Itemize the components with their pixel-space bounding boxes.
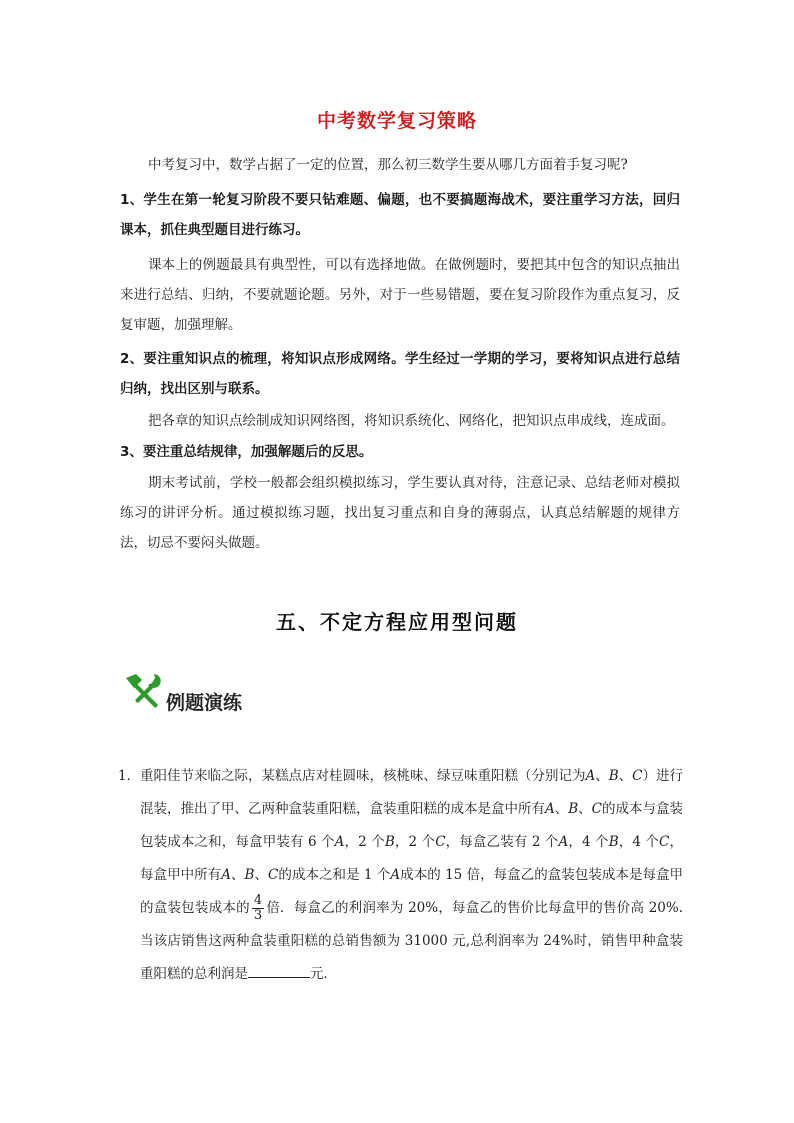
problem-text-segment: 元． <box>310 966 337 982</box>
var-a: A <box>545 801 555 817</box>
tools-icon <box>122 672 168 718</box>
separator: 、 <box>595 768 609 784</box>
point-2-body: 把各章的知识点绘制成知识网络图，将知识系统化、网络化，把知识点串成线，连成面。 <box>148 413 675 429</box>
separator: 、 <box>618 768 633 784</box>
var-a: A <box>390 867 401 883</box>
separator: 、 <box>254 867 269 883</box>
var-a: A <box>585 768 596 784</box>
var-c: C <box>659 834 670 850</box>
var-c: C <box>435 834 446 850</box>
fraction-numerator: 4 <box>253 893 263 908</box>
separator: 、 <box>578 801 592 817</box>
separator: 、 <box>554 801 569 817</box>
example-badge <box>122 670 272 720</box>
answer-blank[interactable] <box>248 963 310 978</box>
problem-text <box>140 760 683 991</box>
var-b: B <box>608 768 619 784</box>
section-heading: 五、不定方程应用型问题 <box>276 610 518 634</box>
fraction-four-thirds <box>252 894 264 923</box>
var-b: B <box>244 867 255 883</box>
point-1-body: 课本上的例题最具有典型性，可以有选择地做。在做例题时，要把其中包含的知识点抽出来进行总结、归纳，不要就题论题。另外，对于一些易错题，要在复习阶段作为重点复习，反复审题，加强理解。 <box>120 257 680 333</box>
problem-number: 1． <box>118 768 141 784</box>
fraction-denominator: 3 <box>253 908 263 923</box>
problem-text-segment: ，4 个 <box>618 834 660 850</box>
problem-text-segment: ，4 个 <box>568 834 609 850</box>
separator: 、 <box>230 867 245 883</box>
var-c: C <box>632 768 643 784</box>
intro-paragraph: 中考复习中，数学占据了一定的位置，那么初三数学生要从哪几方面着手复习呢? <box>148 157 628 173</box>
point-2-heading: 2、要注重知识点的梳理，将知识点形成网络。学生经过一学期的学习，要将知识点进行总结归纳，找出区别与联系。 <box>120 351 680 397</box>
var-c: C <box>268 867 279 883</box>
problem-text-segment: ，每盒乙装有 2 个 <box>445 834 559 850</box>
point-1-heading: 1、学生在第一轮复习阶段不要只钻难题、偏题，也不要搞题海战术，要注重学习方法，回归课本，抓住典型题目进行练习。 <box>120 192 680 238</box>
problem-text-segment: 成本的 15 倍，每盒乙的盒装包装成本是每盒甲的盒装包装成本的 <box>140 867 684 916</box>
var-b: B <box>384 834 395 850</box>
var-c: C <box>591 801 603 817</box>
var-b: B <box>568 801 579 817</box>
problem-text-segment: ，2 个 <box>344 834 385 850</box>
var-a: A <box>558 834 569 850</box>
problem-text-segment: ）进行混装，推出了甲、乙两种盒装重阳糕，盒装重阳糕的成本是盒中所有 <box>140 768 684 817</box>
problem-1 <box>118 760 683 991</box>
problem-text-segment: ，2 个 <box>394 834 436 850</box>
example-label: 例题演练 <box>166 692 243 714</box>
problem-text-segment: 倍．每盒乙的利润率为 20%，每盒乙的售价比每盒甲的售价高 20%.当该店销售这两种盒装重阳糕的总销售额为 31000 元,总利润率为 24%时，销售甲种盒装重阳糕的总利润是 <box>140 900 684 982</box>
var-a: A <box>221 867 231 883</box>
var-b: B <box>608 834 619 850</box>
problem-text-segment: 重阳佳节来临之际，某糕点店对桂圆味，核桃味、绿豆味重阳糕（分别记为 <box>140 768 586 784</box>
point-3-body: 期末考试前，学校一般都会组织模拟练习，学生要认真对待，注意记录、总结老师对模拟练习的讲评分析。通过模拟练习题，找出复习重点和自身的薄弱点，认真总结解题的规律方法，切忌不要闷头做题。 <box>120 475 680 551</box>
page-title: 中考数学复习策略 <box>316 110 477 132</box>
point-3-heading: 3、要注重总结规律，加强解题后的反思。 <box>120 444 373 460</box>
problem-text-segment: 的成本之和是 1 个 <box>278 867 391 883</box>
var-a: A <box>334 834 345 850</box>
problem-text-segment: 的成本与盒装包装成本之和，每盒甲装有 6 个 <box>140 801 684 850</box>
problem-text-segment: ，每盒甲中所有 <box>140 834 684 883</box>
